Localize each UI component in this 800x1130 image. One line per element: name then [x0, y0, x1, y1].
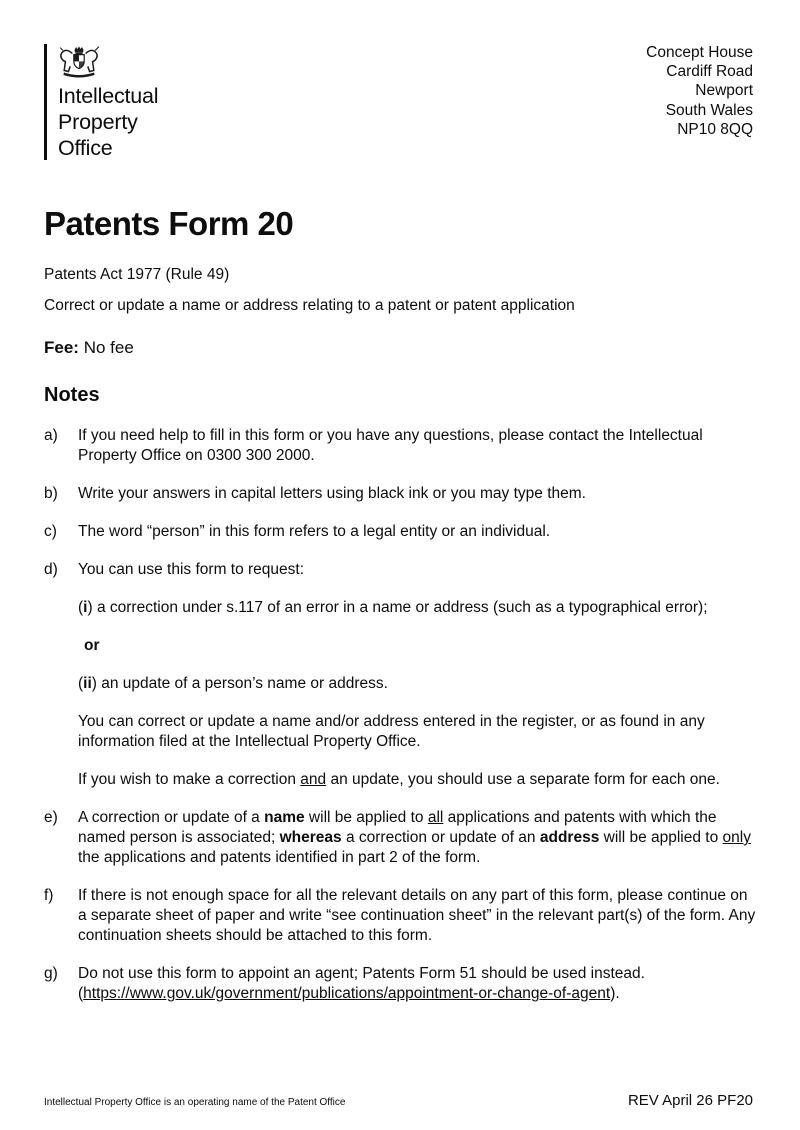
office-address	[646, 43, 753, 139]
note-item-f	[44, 886, 756, 946]
text-segment: address	[539, 829, 600, 846]
note-label: d)	[44, 561, 58, 578]
act-reference: Patents Act 1977 (Rule 49)	[44, 266, 230, 283]
note-text	[78, 964, 756, 1004]
text-segment: all	[427, 809, 444, 826]
note-subitem-ii	[78, 674, 756, 694]
note-label: f)	[44, 887, 54, 904]
fee-value: No fee	[83, 338, 134, 357]
fee-line	[44, 337, 756, 359]
text-segment: You can correct or update a name and/or address entered in the register, or as found in any information filed at the Intellectual Property Office.	[78, 713, 705, 750]
text-segment: (	[78, 599, 84, 616]
text-segment: A correction or update of a	[78, 809, 265, 826]
text-segment: a correction or update of an	[341, 829, 540, 846]
note-item-c	[44, 522, 756, 542]
note-label: a)	[44, 427, 58, 444]
text-segment: The word “person” in this form refers to a legal entity or an individual.	[78, 523, 551, 540]
note-item-d	[44, 560, 756, 580]
text-segment: You can use this form to request:	[78, 561, 305, 578]
text-segment: If you wish to make a correction	[78, 771, 301, 788]
ipo-logo	[44, 44, 158, 161]
note-item-g	[44, 964, 756, 1004]
page-title: Patents Form 20	[44, 205, 294, 242]
text-segment: If you need help to fill in this form or you have any questions, please contact the Intellectual Property Office on 0300 300 2000.	[78, 427, 703, 464]
text-segment: (	[78, 675, 84, 692]
note-item-b	[44, 484, 756, 504]
note-label: g)	[44, 965, 58, 982]
text-segment: or	[84, 637, 100, 654]
address-line: Concept House	[646, 44, 753, 61]
text-segment: name	[264, 809, 305, 826]
royal-crest-icon	[58, 44, 100, 78]
note-label: e)	[44, 809, 58, 826]
address-line: South Wales	[665, 101, 753, 119]
notes-heading: Notes	[44, 384, 100, 406]
note-item-e	[44, 808, 756, 868]
note-text	[78, 598, 756, 618]
text-segment: Do not use this form to appoint an agent; Patents Form 51 should be used instead. (	[78, 965, 645, 1002]
text-segment: ) a correction under s.117 of an error in a name or address (such as a typographical error);	[87, 599, 708, 616]
logo-text-line: Property	[58, 110, 138, 134]
text-segment: Write your answers in capital letters using black ink or you may type them.	[78, 485, 586, 502]
agent-form-link[interactable]: https://www.gov.uk/government/publications/appointment-or-change-of-agent	[83, 985, 611, 1002]
text-segment: ii	[83, 675, 92, 692]
address-line: NP10 8QQ	[677, 120, 753, 138]
address-line: Cardiff Road	[666, 63, 753, 81]
form-body	[44, 206, 756, 1022]
note-text	[78, 484, 756, 504]
logo-text-line: Office	[58, 136, 113, 160]
footer-revision: REV April 26 PF20	[627, 1092, 753, 1109]
text-segment: i	[83, 599, 88, 616]
note-text	[78, 808, 756, 868]
text-segment: applications and patents with which the named person is associated;	[78, 809, 717, 846]
note-text	[78, 712, 756, 752]
text-segment: ) an update of a person’s name or address.	[91, 675, 388, 692]
text-segment: whereas	[279, 829, 342, 846]
text-segment: If there is not enough space for all the relevant details on any part of this form, please continue on a separate sheet of paper and write “see continuation sheet” in the relevant part(s) of the form. Any continuation sheets should be attached to this form.	[78, 887, 756, 944]
note-text	[78, 560, 756, 580]
note-subitem-or	[84, 636, 756, 656]
text-segment: an update, you should use a separate form for each one.	[326, 771, 720, 788]
logo-content	[58, 44, 158, 161]
text-segment: and	[300, 771, 327, 788]
note-text	[78, 522, 756, 542]
note-paragraph-separate-form	[78, 770, 756, 790]
logo-text-line: Intellectual	[58, 84, 159, 108]
note-item-a	[44, 426, 756, 466]
note-text	[78, 770, 756, 790]
note-text	[78, 426, 756, 466]
footer-disclaimer: Intellectual Property Office is an operating name of the Patent Office	[44, 1097, 346, 1108]
logo-bar	[44, 44, 47, 160]
note-paragraph-register	[78, 712, 756, 752]
address-line: Newport	[695, 82, 753, 100]
note-text	[84, 636, 756, 656]
text-segment: ).	[610, 985, 620, 1002]
fee-label: Fee:	[44, 338, 79, 357]
note-subitem-i	[78, 598, 756, 618]
text-segment: will be applied to	[304, 809, 428, 826]
note-text	[78, 674, 756, 694]
text-segment: only	[722, 829, 751, 846]
text-segment: will be applied to	[599, 829, 723, 846]
note-label: c)	[44, 523, 57, 540]
text-segment: the applications and patents identified in part 2 of the form.	[78, 849, 481, 866]
note-label: b)	[44, 485, 58, 502]
form-description: Correct or update a name or address relating to a patent or patent application	[44, 297, 575, 314]
note-text	[78, 886, 756, 946]
